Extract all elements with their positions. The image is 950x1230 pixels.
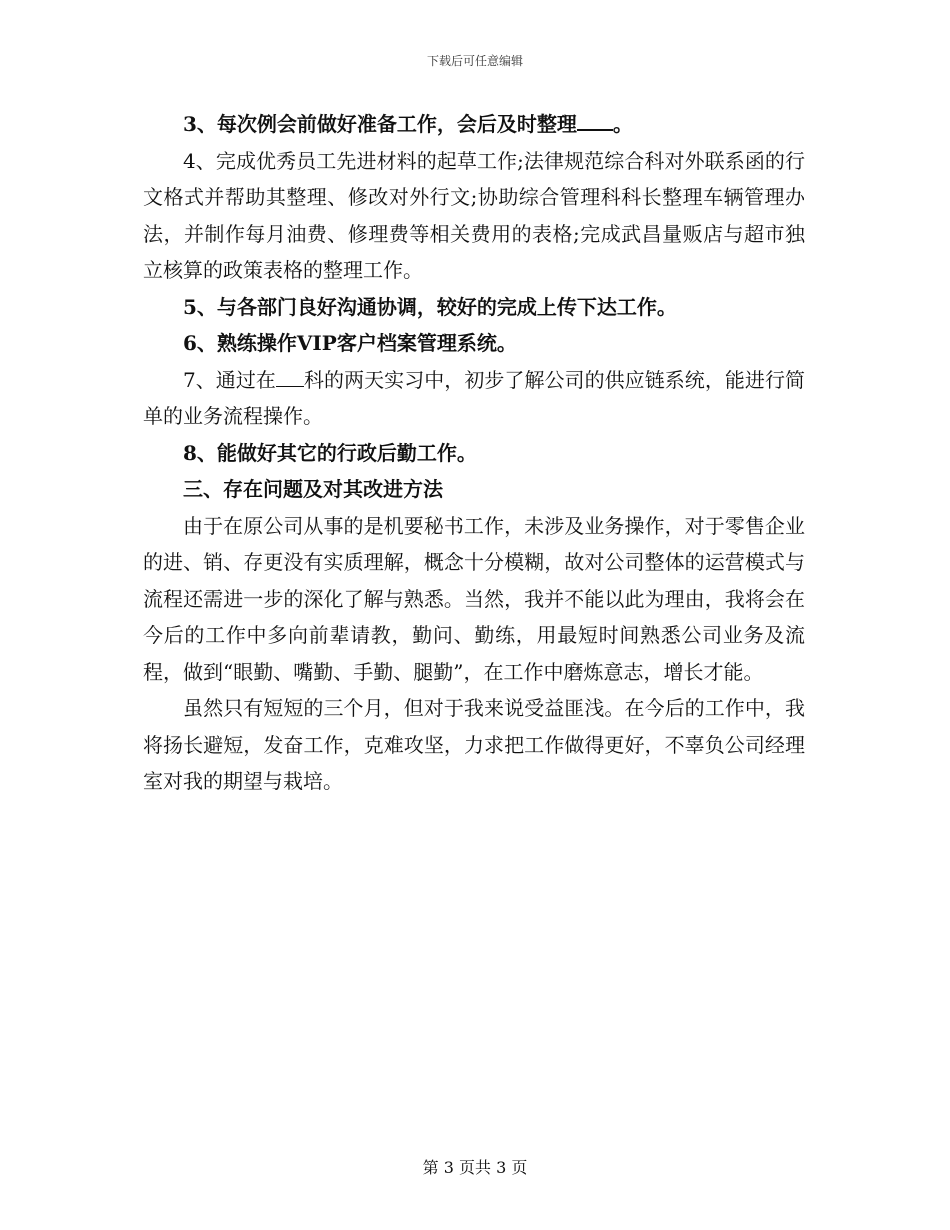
paragraph-item-5: 5、与各部门良好沟通协调，较好的完成上传下达工作。	[183, 294, 677, 319]
fill-blank	[577, 111, 613, 131]
paragraph-item-4: 4、完成优秀员工先进材料的起草工作;法律规范综合科对外联系函的行文格式并帮助其整理、修改对外行文;协助综合管理科科长整理车辆管理办法，并制作每月油费、修理费等相关费用的表格;完成武昌量贩店与超市独立核算的政策表格的整理工作。	[143, 148, 805, 282]
paragraph-item-6: 6、熟练操作VIP客户档案管理系统。	[183, 331, 517, 355]
section-heading: 三、存在问题及对其改进方法	[183, 477, 443, 501]
document-body	[143, 106, 805, 800]
paragraph-item-3: 3、每次例会前做好准备工作，会后及时整理 。	[183, 112, 633, 136]
paragraph-item-7: 7、通过在 科的两天实习中，初步了解公司的供应链系统，能进行简单的业务流程操作。	[143, 367, 805, 428]
page-number: 第 3 页共 3 页	[422, 1158, 528, 1177]
fill-blank	[276, 368, 304, 387]
paragraph-conclusion: 虽然只有短短的三个月，但对于我来说受益匪浅。在今后的工作中，我将扬长避短，发奋工作，克难攻坚，力求把工作做得更好，不辜负公司经理室对我的期望与栽培。	[143, 696, 805, 793]
paragraph-item-8: 8、能做好其它的行政后勤工作。	[183, 440, 477, 465]
paragraph-problems: 由于在原公司从事的是机要秘书工作，未涉及业务操作，对于零售企业的进、销、存更没有实质理解，概念十分模糊，故对公司整体的运营模式与流程还需进一步的深化了解与熟悉。当然，我并不能以此为理由，我将会在今后的工作中多向前辈请教，勤问、勤练，用最短时间熟悉公司业务及流程，做到“眼勤、嘴勤、手勤、腿勤”，在工作中磨炼意志，增长才能。	[143, 513, 805, 684]
page-header: 下载后可任意编辑	[426, 54, 523, 68]
